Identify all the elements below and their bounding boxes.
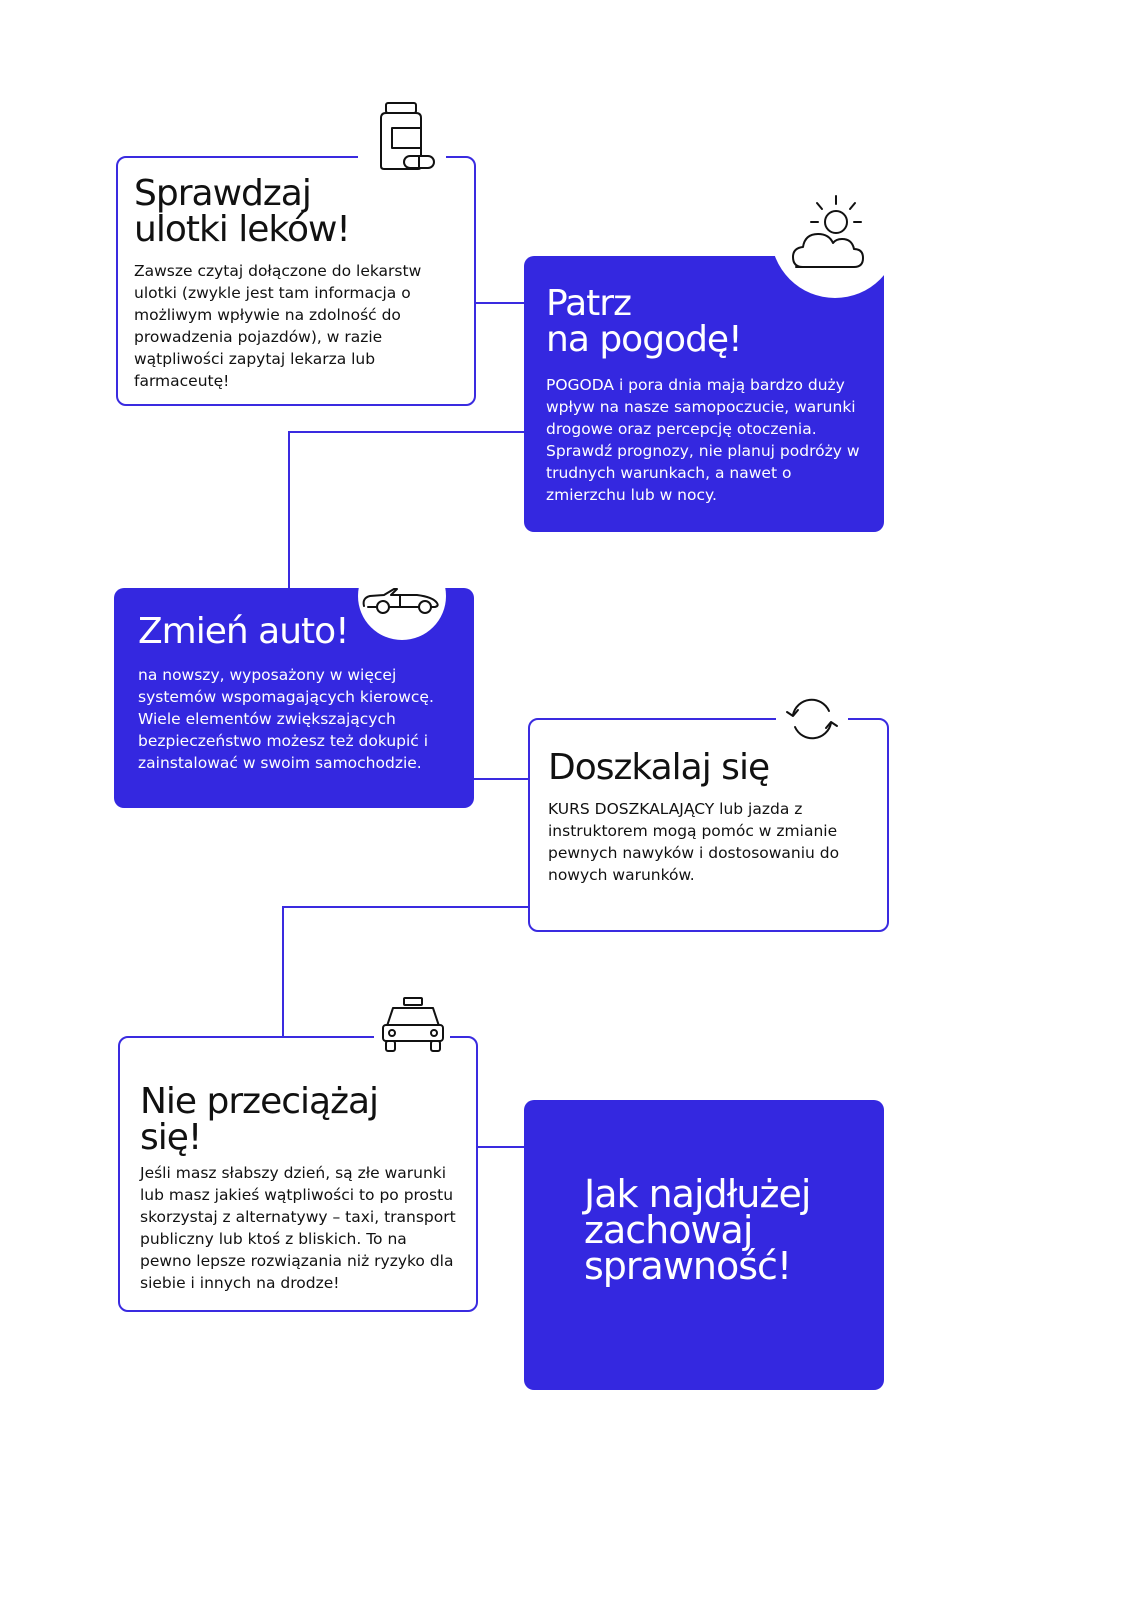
title-line: ulotki leków! (134, 209, 350, 250)
title-line: się! (140, 1117, 202, 1158)
connector-4-5-h (282, 906, 528, 908)
card-title (546, 283, 742, 360)
taxi-icon (380, 996, 446, 1056)
card-title: Doszkalaj się (548, 747, 770, 788)
title-line: sprawność! (584, 1244, 792, 1288)
card-dont-overload (118, 1036, 478, 1312)
connector-2-3-v (288, 431, 290, 588)
card-body: POGODA i pora dnia mają bardzo duży wpływ na nasze samopoczucie, warunki drogowe oraz percepcję otoczenia. Sprawdź prognozy, nie planuj podróży w trudnych warunkach, a nawet o zmierzchu lub w nocy. (546, 376, 860, 504)
card-check-leaflets (116, 156, 476, 406)
card-stay-fit-banner (524, 1100, 884, 1390)
connector-5-6 (476, 1146, 526, 1148)
card-body: Jeśli masz słabszy dzień, są złe warunki lub masz jakieś wątpliwości to po prostu skorzystaj z alternatywy – taxi, transport publiczny lub ktoś z bliskich. To na pewno lepsze rozwiązania niż ryzyko dla siebie i innych na drodze! (140, 1164, 456, 1292)
refresh-icon (782, 696, 842, 742)
card-body: Zawsze czytaj dołączone do lekarstw ulotki (zwykle jest tam informacja o możliwym wpływie na zdolność do prowadzenia pojazdów), w razie wątpliwości zapytaj lekarza lub farmaceutę! (134, 262, 422, 390)
card-body: na nowszy, wyposażony w więcej systemów wspomagających kierowcę. Wiele elementów zwiększających bezpieczeństwo możesz też dokupić i zainstalować w swoim samochodzie. (138, 666, 434, 772)
convertible-car-icon (360, 586, 442, 616)
title-line: Nie przeciążaj (140, 1081, 379, 1122)
card-title (584, 1172, 811, 1288)
pill-bottle-icon (378, 100, 440, 172)
card-title (134, 173, 350, 250)
title-line: Jak najdłużej (584, 1172, 811, 1216)
sun-cloud-icon (784, 192, 870, 272)
title-line: Patrz (546, 283, 631, 324)
connector-2-3-h (288, 431, 526, 433)
card-title: Zmień auto! (138, 611, 349, 652)
title-line: na pogodę! (546, 319, 742, 360)
connector-4-5-v (282, 906, 284, 1036)
card-title (140, 1081, 379, 1158)
card-body: KURS DOSZKALAJĄCY lub jazda z instruktorem mogą pomóc w zmianie pewnych nawyków i dostosowaniu do nowych warunków. (548, 800, 840, 884)
card-training (528, 718, 889, 932)
title-line: Sprawdzaj (134, 173, 311, 214)
title-line: zachowaj (584, 1208, 753, 1252)
connector-3-4 (472, 778, 528, 780)
